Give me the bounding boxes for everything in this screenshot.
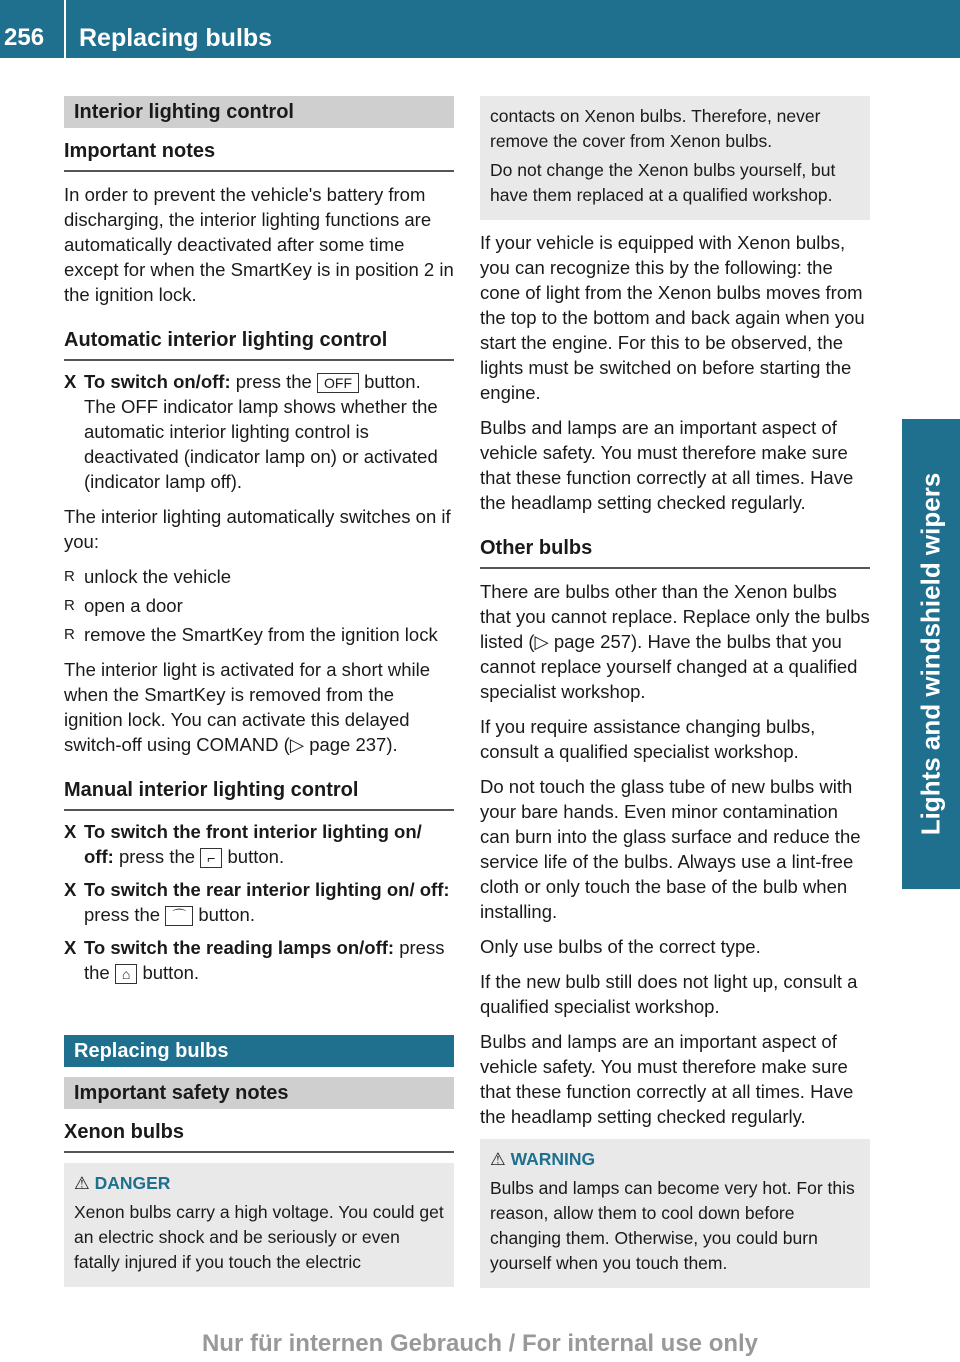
step-marker-icon: X — [64, 371, 77, 392]
step-marker-icon: X — [64, 879, 77, 900]
danger-box — [64, 1163, 454, 1287]
footer-watermark: Nur für internen Gebrauch / For internal use only — [201, 1330, 759, 1357]
section-side-tab-label: Lights and windshield wipers — [915, 472, 946, 836]
paragraph-assistance: If you require assistance changing bulbs, consult a qualified specialist workshop. — [480, 716, 816, 762]
paragraph-glass-tube: Do not touch the glass tube of new bulbs with your bare hands. Even minor contamination can burn into the glass surface and reduce the service life of the bulbs. Always use a lint-free cloth or only touch the base of the bulb when installing. — [480, 776, 861, 922]
right-column — [480, 96, 870, 1288]
step-text: press the — [84, 937, 445, 983]
paragraph-safety-1: Bulbs and lamps are an important aspect of vehicle safety. You must therefore make sure that these function correctly at all times. Have the headlamp setting checked regularly. — [480, 417, 854, 513]
danger-title: DANGER — [94, 1173, 171, 1193]
step-marker-icon: X — [64, 821, 77, 842]
interior-light-off-button-icon: OFF — [317, 373, 359, 393]
reading-lamp-button-icon: ⌂ — [115, 964, 137, 984]
danger-continued-text-2: Do not change the Xenon bulbs yourself, but have them replaced at a qualified workshop. — [490, 160, 836, 205]
step-text: press the — [84, 904, 161, 925]
paragraph-safety-2: Bulbs and lamps are an important aspect of vehicle safety. You must therefore make sure that these function correctly at all times. Have the headlamp setting checked regularly. — [480, 1031, 854, 1127]
step-text-rest: button. The OFF indicator lamp shows whether the automatic interior lighting control is deactivated (indicator lamp on) or activated (indicator lamp off). — [84, 371, 438, 492]
step-label: To switch the front interior lighting on/ off: — [84, 821, 422, 867]
step-reading-lamps — [64, 935, 454, 985]
heading-important-notes: Important notes — [64, 128, 454, 172]
heading-automatic-control: Automatic interior lighting control — [64, 317, 454, 361]
bullet-unlock: R unlock the vehicle — [64, 564, 454, 589]
left-column — [64, 96, 454, 1287]
page-header — [0, 0, 960, 58]
paragraph-correct-type: Only use bulbs of the correct type. — [480, 936, 761, 957]
heading-other-bulbs: Other bulbs — [480, 525, 870, 569]
step-label: To switch on/off: — [84, 371, 231, 392]
bullet-open-door: R open a door — [64, 593, 454, 618]
rear-light-button-icon: ⌒ — [165, 906, 193, 926]
step-text: press the — [235, 371, 312, 392]
step-text-rest: button. — [227, 846, 285, 867]
danger-continued-text: contacts on Xenon bulbs. Therefore, never remove the cover from Xenon bulbs. — [490, 106, 821, 151]
warning-title: WARNING — [510, 1149, 596, 1169]
step-switch-on-off — [64, 369, 454, 494]
page-title: Replacing bulbs — [79, 24, 273, 52]
step-text: press the — [118, 846, 196, 867]
warning-triangle-icon: ⚠ — [490, 1149, 506, 1169]
page-number: 256 — [4, 24, 45, 51]
header-divider — [64, 0, 66, 58]
paragraph-delay: The interior light is activated for a short while when the SmartKey is removed from the ignition lock. You can activate this delayed switch-off using COMAND (▷ page 237). — [64, 659, 431, 755]
paragraph-important-notes: In order to prevent the vehicle's battery from discharging, the interior lighting functions are automatically deactivated after some time except for when the SmartKey is in position 2 in the ignition lock. — [64, 184, 454, 305]
step-text-rest: button. — [198, 904, 255, 925]
paragraph-still-no-light: If the new bulb still does not light up, consult a qualified specialist workshop. — [480, 971, 858, 1017]
step-rear-lighting — [64, 877, 454, 927]
paragraph-other-bulbs: There are bulbs other than the Xenon bulbs that you cannot replace. Replace only the bulbs listed (▷ page 257). Have the bulbs that you cannot replace yourself changed at a qualified specialist workshop. — [480, 581, 870, 702]
heading-manual-control: Manual interior lighting control — [64, 767, 454, 811]
step-label: To switch the reading lamps on/off: — [84, 937, 395, 958]
heading-xenon-bulbs: Xenon bulbs — [64, 1109, 454, 1153]
paragraph-auto-switches: The interior lighting automatically switches on if you: — [64, 506, 451, 552]
bullet-remove-key: R remove the SmartKey from the ignition lock — [64, 622, 454, 647]
warning-text: Bulbs and lamps can become very hot. For this reason, allow them to cool down before changing them. Otherwise, you could burn yourself when you touch them. — [490, 1178, 855, 1273]
paragraph-xenon-equipped: If your vehicle is equipped with Xenon bulbs, you can recognize this by the following: the cone of light from the Xenon bulbs moves from the top to the bottom and back again when you start the engine. For this to be observed, the lights must be switched on before starting the engine. — [480, 232, 865, 403]
section-bar-safety-notes: Important safety notes — [64, 1077, 454, 1109]
danger-box-continued — [480, 96, 870, 220]
step-text-rest: button. — [142, 962, 200, 983]
section-bar-interior-lighting: Interior lighting control — [64, 96, 454, 128]
front-light-button-icon: ⌐ — [200, 848, 222, 868]
section-side-tab — [902, 419, 960, 889]
danger-text: Xenon bulbs carry a high voltage. You could get an electric shock and be seriously or even fatally injured if you touch the electric — [74, 1202, 444, 1272]
step-front-lighting — [64, 819, 454, 869]
warning-triangle-icon: ⚠ — [74, 1173, 90, 1193]
step-label: To switch the rear interior lighting on/ off: — [84, 879, 450, 900]
warning-box — [480, 1139, 870, 1288]
section-bar-replacing-bulbs: Replacing bulbs — [64, 1035, 454, 1067]
step-marker-icon: X — [64, 937, 77, 958]
